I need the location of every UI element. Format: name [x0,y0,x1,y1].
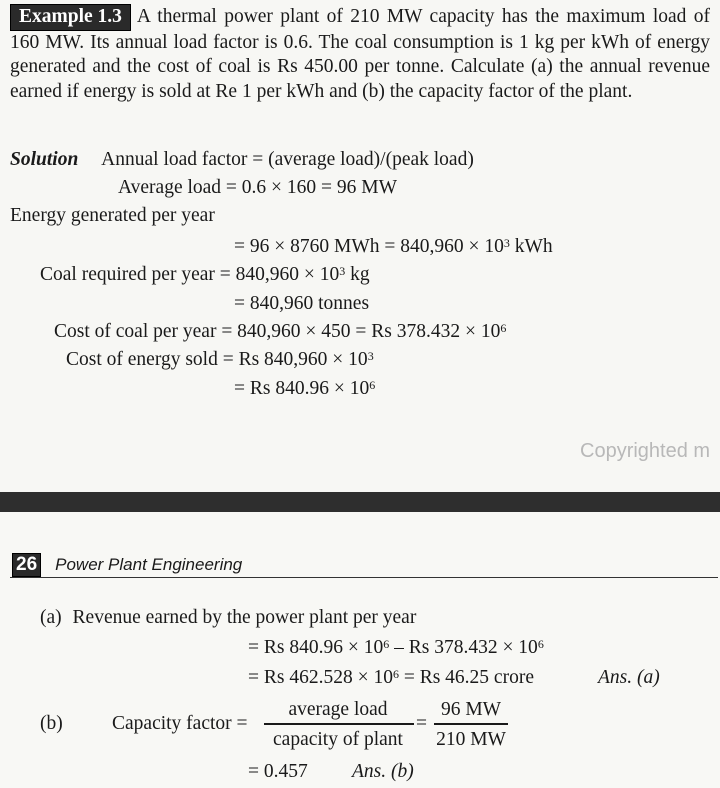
copyright-watermark: Copyrighted m [580,440,711,462]
average-load-line: Average load = 0.6 × 160 = 96 MW [118,177,398,198]
part-a-label: (a) [40,607,62,628]
fraction-2-bar [434,723,508,725]
coal-required-line: Coal required per year = $840,960 \times 10^3$ kg [40,264,370,285]
coal-tonnes-line: = 840,960 tonnes [234,293,370,314]
example-label: Example 1.3 [10,4,131,31]
capacity-factor-result: = 0.457 [248,761,308,782]
fraction-2-denominator: 210 MW [436,729,506,750]
page-number: 26 [12,553,41,577]
revenue-line-2: = Rs $462.528 \times 10^6 = Rs$ 46.25 crore [248,667,534,688]
energy-sold-line: Cost of energy sold = Rs $840,960 \times 10^3$ [66,349,374,370]
fraction-1-numerator: average load [288,699,388,720]
header-rule [10,577,718,578]
solution-line-1 [10,148,474,172]
example-statement [10,4,710,104]
answer-a: Ans. (a) [598,667,660,688]
page-header [12,553,242,577]
part-a-heading [40,606,416,630]
revenue-line-1: = Rs $840.96 \times 10^6 - Rs$ $378.432 \times 10^6$ [248,637,544,658]
solution-label: Solution [10,149,79,170]
energy-sold-value: = Rs $840.96 \times 10^6$ [234,378,376,399]
part-a-text: Revenue earned by the power plant per year [72,607,417,628]
equals-sign: = [416,713,427,734]
fraction-1-denominator: capacity of plant [273,729,403,750]
example-text: A thermal power plant of 210 MW capacity has the maximum load of 160 MW. Its annual load factor is 0.6. The coal consumption is 1 kg per kWh of energy generated and the cost of coal is Rs 450.00 per tonne. Calculate (a) the annual revenue earned if energy is sold at Re 1 per kWh and (b) the capacity factor of the plant. [10,6,710,102]
answer-b: Ans. (b) [352,761,414,782]
capacity-factor-label: Capacity factor = [112,713,248,734]
coal-cost-line: Cost of coal per year = 840,960 × 450 = Rs $378.432 \times 10^6$ [54,321,507,342]
energy-generated-value: = 96 × 8760 MWh = $840,960 \times 10^3$ kWh [234,236,553,257]
energy-generated-label: Energy generated per year [10,205,215,226]
fraction-1-bar [264,723,414,725]
book-title: Power Plant Engineering [55,555,243,574]
page-divider [0,492,720,512]
load-factor-definition: Annual load factor = (average load)/(peak load) [101,149,474,170]
fraction-2-numerator: 96 MW [440,699,502,720]
part-b-label: (b) [40,713,63,734]
